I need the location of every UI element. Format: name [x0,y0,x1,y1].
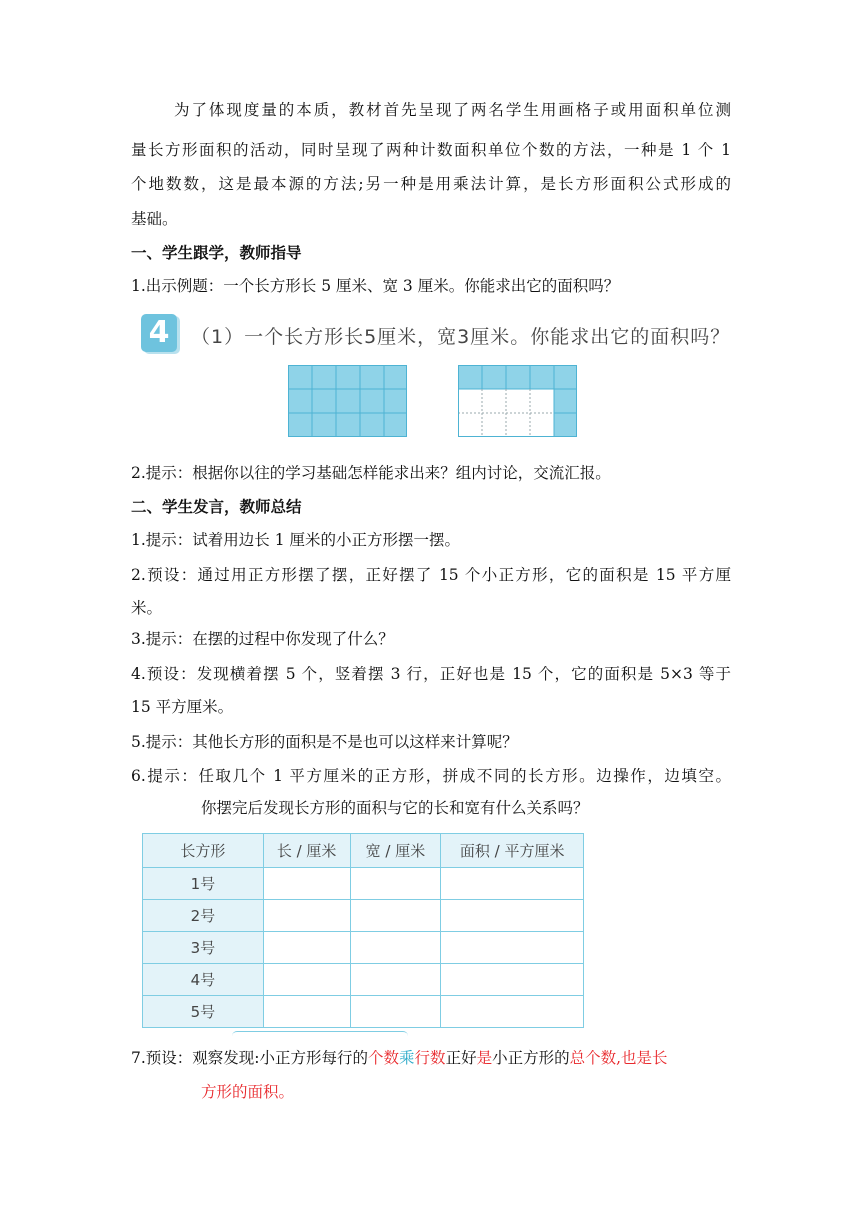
table-header-row [143,834,584,868]
blank-cell[interactable] [441,932,584,964]
item-2-7-line-2: 方形的面积。 [201,1083,295,1101]
item-2-3: 3.提示：在摆的过程中你发现了什么？ [131,630,394,648]
column-header: 长方形 [143,834,264,868]
blank-cell[interactable] [263,932,350,964]
table-footer-tab [232,1031,408,1036]
item-2-1: 1.提示：试着用边长 1 厘米的小正方形摆一摆。 [131,531,461,549]
intro-line-1: 为了体现度量的本质，教材首先呈现了两名学生用画格子或用面积单位测 [174,101,731,119]
blank-cell[interactable] [350,964,441,996]
blank-cell[interactable] [350,868,441,900]
row-label: 2号 [143,900,264,932]
full-grid-rectangle [288,365,408,438]
blank-cell[interactable] [263,900,350,932]
item-1-1: 1.出示例题：一个长方形长 5 厘米、宽 3 厘米。你能求出它的面积吗？ [131,277,620,295]
intro-line-4: 基础。 [131,210,178,228]
section-2-title: 二、学生发言，教师总结 [131,497,302,516]
item-2-5: 5.提示：其他长方形的面积是不是也可以这样来计算呢？ [131,733,518,751]
table-row [143,964,584,996]
blank-cell[interactable] [441,996,584,1028]
partial-grid-rectangle [458,365,578,438]
blank-cell[interactable] [350,900,441,932]
item-2-6-line-2: 你摆完后发现长方形的面积与它的长和宽有什么关系吗？ [201,799,589,817]
table-row [143,996,584,1028]
item-2-4-line-1: 4.预设：发现横着摆 5 个，竖着摆 3 行，正好也是 15 个，它的面积是 5×3 等于 [131,665,731,683]
item-1-2: 2.提示：根据你以往的学习基础怎样能求出来？组内讨论，交流汇报。 [131,464,611,482]
blank-cell[interactable] [350,996,441,1028]
item-2-2-line-1: 2.预设：通过用正方形摆了摆，正好摆了 15 个小正方形，它的面积是 15 平方厘 [131,566,731,584]
item-2-6-line-1: 6.提示：任取几个 1 平方厘米的正方形，拼成不同的长方形。边操作，边填空。 [131,767,731,785]
section-1-title: 一、学生跟学，教师指导 [131,243,302,262]
blank-cell[interactable] [441,868,584,900]
blank-cell[interactable] [263,964,350,996]
table-row [143,868,584,900]
item-2-7-line-1: 7.预设：观察发现:小正方形每行的个数乘行数正好是小正方形的总个数,也是长 [131,1049,668,1067]
table-row [143,932,584,964]
intro-line-3: 个地数数，这是最本源的方法;另一种是用乘法计算，是长方形面积公式形成的 [131,175,731,193]
intro-line-2: 量长方形面积的活动，同时呈现了两种计数面积单位个数的方法，一种是 1 个 1 [131,141,731,159]
item-2-4-line-2: 15 平方厘米。 [131,698,234,716]
blank-cell[interactable] [263,996,350,1028]
example-number-badge: 4 [141,314,177,352]
example-question: （1）一个长方形长5厘米，宽3厘米。你能求出它的面积吗？ [191,326,731,348]
row-label: 1号 [143,868,264,900]
column-header: 面积 / 平方厘米 [441,834,584,868]
blank-cell[interactable] [441,964,584,996]
blank-cell[interactable] [350,932,441,964]
rectangle-table [142,833,584,1028]
item-2-2-line-2: 米。 [131,599,163,617]
row-label: 5号 [143,996,264,1028]
blank-cell[interactable] [441,900,584,932]
column-header: 宽 / 厘米 [350,834,441,868]
column-header: 长 / 厘米 [263,834,350,868]
row-label: 4号 [143,964,264,996]
blank-cell[interactable] [263,868,350,900]
table-row [143,900,584,932]
row-label: 3号 [143,932,264,964]
